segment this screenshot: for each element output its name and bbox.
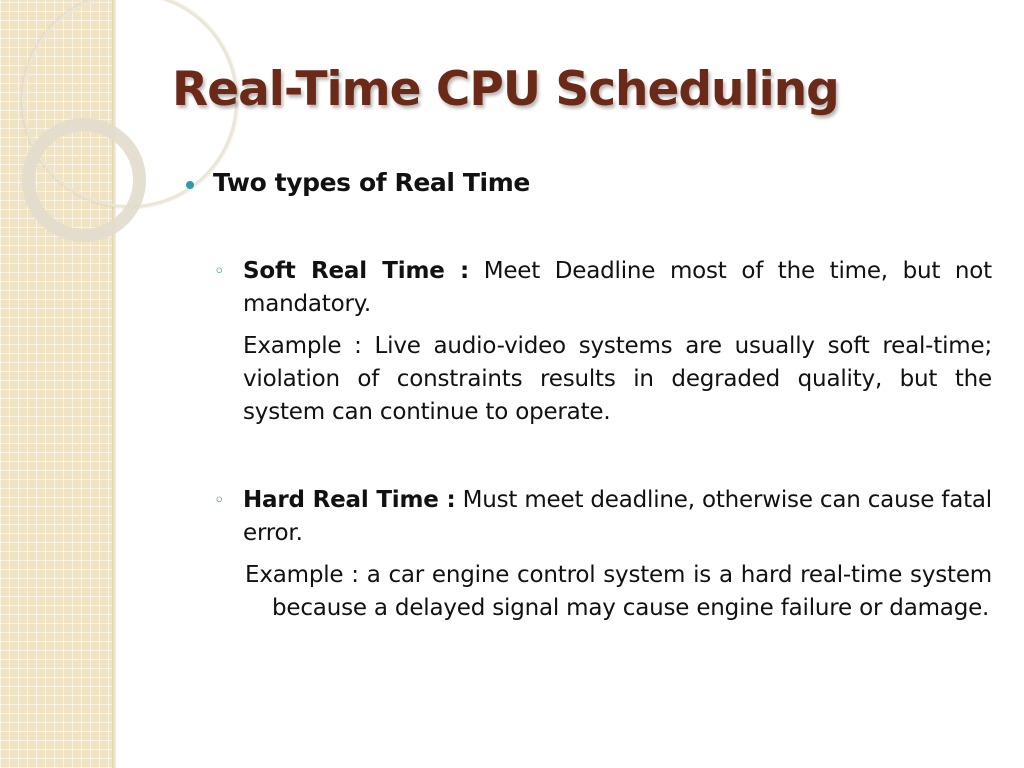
soft-real-time-item <box>214 255 992 429</box>
soft-example: Example : Live audio-video systems are usually soft real-time; violation of constraints results in degraded quality, but the system can continue to operate. <box>243 333 992 425</box>
decorative-ring-small <box>22 118 146 242</box>
bullet-label: Two types of Real Time <box>213 168 530 197</box>
hard-definition: Must meet deadline, otherwise can cause fatal error. <box>243 487 992 546</box>
slide-title: Real-Time CPU Scheduling <box>172 62 839 117</box>
hard-real-time-item <box>214 484 992 625</box>
soft-definition-paragraph <box>243 255 992 321</box>
hard-example: Example : a car engine control system is a hard real-time system because a delayed signal may cause engine failure or damage. <box>245 562 992 621</box>
circle-bullet-icon: ◦ <box>214 261 225 282</box>
hard-definition-paragraph <box>243 484 992 550</box>
soft-term: Soft Real Time : <box>243 258 470 284</box>
bullet-dot-icon <box>186 181 194 189</box>
soft-definition: Meet Deadline most of the time, but not mandatory. <box>243 258 992 317</box>
hard-term: Hard Real Time : <box>243 487 456 513</box>
circle-bullet-icon: ◦ <box>214 490 225 511</box>
